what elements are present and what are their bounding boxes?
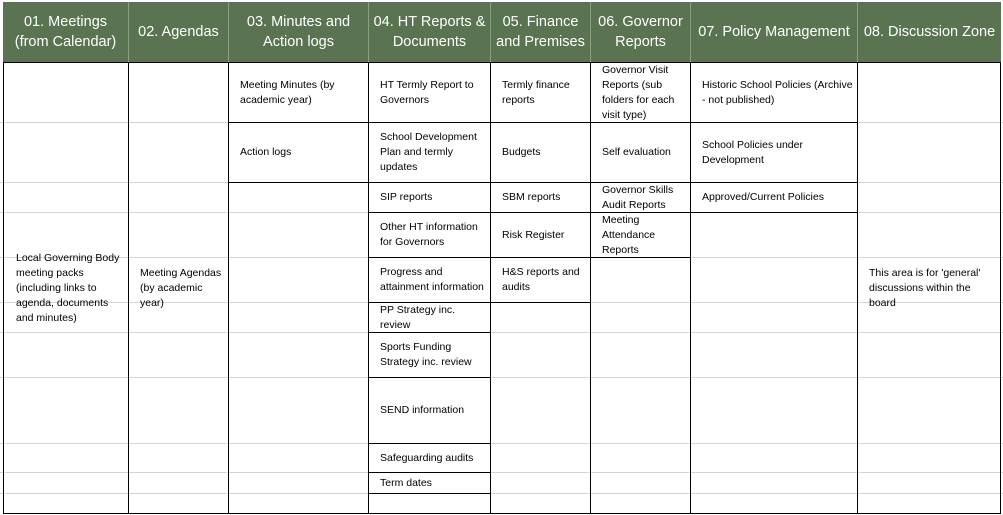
hs-reports-cell[interactable]: H&S reports and audits	[502, 266, 580, 293]
discussion-zone-cell[interactable]: This area is for 'general' discussions within the board	[869, 266, 981, 309]
gridline	[0, 443, 1003, 444]
header-meetings: 01. Meetings (from Calendar)	[3, 2, 129, 62]
pp-strategy-cell[interactable]: PP Strategy inc. review	[380, 303, 456, 331]
risk-register-cell[interactable]: Risk Register	[502, 228, 565, 241]
agendas-cell[interactable]: Meeting Agendas (by academic year)	[140, 266, 222, 309]
budgets-cell[interactable]: Budgets	[502, 146, 541, 158]
sports-funding-cell[interactable]: Sports Funding Strategy inc. review	[380, 341, 472, 368]
gridline	[0, 332, 1003, 333]
policies-development-cell[interactable]: School Policies under Development	[702, 138, 803, 166]
border-line	[1000, 62, 1001, 514]
self-evaluation-cell[interactable]: Self evaluation	[602, 146, 671, 158]
send-information-cell[interactable]: SEND information	[380, 404, 465, 416]
gridline	[0, 472, 1003, 473]
approved-policies-cell[interactable]: Approved/Current Policies	[702, 191, 824, 203]
border-line	[690, 212, 858, 213]
meetings-cell[interactable]: Local Governing Body meeting packs (including links to agenda, documents and minutes)	[16, 251, 120, 324]
safeguarding-audits-cell[interactable]: Safeguarding audits	[380, 451, 474, 464]
border-line	[3, 513, 1001, 514]
header-finance-premises: 05. Finance and Premises	[491, 2, 591, 62]
border-line	[368, 493, 491, 494]
sip-reports-cell[interactable]: SIP reports	[380, 191, 433, 203]
term-dates-cell[interactable]: Term dates	[380, 476, 432, 489]
header-discussion-zone: 08. Discussion Zone	[858, 2, 1001, 62]
school-development-plan-cell[interactable]: School Development Plan and termly updates	[380, 131, 477, 173]
gridline	[0, 493, 1003, 494]
termly-finance-cell[interactable]: Termly finance reports	[502, 78, 570, 106]
gridline	[0, 377, 1003, 378]
ht-termly-report-cell[interactable]: HT Termly Report to Governors	[380, 78, 474, 106]
header-agendas: 02. Agendas	[129, 2, 229, 62]
other-ht-info-cell[interactable]: Other HT information for Governors	[380, 221, 478, 248]
header-minutes-action-logs: 03. Minutes and Action logs	[229, 2, 369, 62]
sbm-reports-cell[interactable]: SBM reports	[502, 191, 561, 203]
action-logs-cell[interactable]: Action logs	[240, 146, 292, 158]
header-policy-management: 07. Policy Management	[691, 2, 858, 62]
skills-audit-cell[interactable]: Governor Skills Audit Reports	[602, 183, 674, 211]
historic-policies-cell[interactable]: Historic School Policies (Archive - not published)	[702, 78, 853, 106]
meeting-attendance-cell[interactable]: Meeting Attendance Reports	[602, 213, 656, 256]
header-governor-reports: 06. Governor Reports	[591, 2, 691, 62]
header-ht-reports: 04. HT Reports & Documents	[369, 2, 491, 62]
border-line	[228, 182, 369, 183]
governor-visit-reports-cell[interactable]: Governor Visit Reports (sub folders for each visit type)	[602, 63, 675, 121]
minutes-cell[interactable]: Meeting Minutes (by academic year)	[240, 78, 335, 106]
border-line	[490, 302, 591, 303]
progress-attainment-cell[interactable]: Progress and attainment information	[380, 266, 484, 293]
